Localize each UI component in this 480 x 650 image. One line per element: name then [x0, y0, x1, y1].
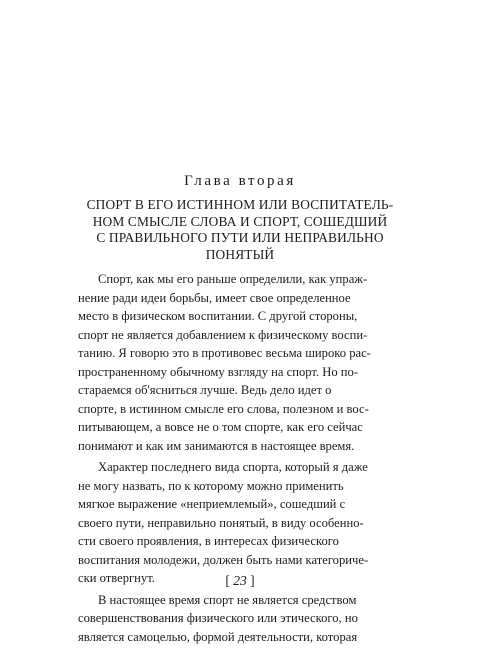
text-line: нение ради идеи борьбы, имеет свое определенное	[78, 290, 351, 305]
text-line: питывающем, а вовсе не о том спорте, как его сейчас	[78, 420, 363, 434]
text-line: стараемся об'ясниться лучше. Ведь дело идет о	[78, 383, 332, 397]
page-number-close-bracket: ]	[250, 573, 255, 588]
page-number-open-bracket: [	[225, 573, 230, 588]
chapter-title: Глава вторая	[184, 173, 296, 189]
text-line: понимают и как им занимаются в настоящее время.	[78, 438, 355, 453]
text-line: совершенствования физического или этического, но	[78, 611, 358, 625]
text-line: танию. Я говорю это в противовес весьма широко рас-	[78, 346, 371, 360]
text-line: Спорт, как мы его раньше определили, как упраж-	[98, 272, 368, 286]
paragraph	[78, 591, 415, 647]
heading-line: С ПРАВИЛЬНОГО ПУТИ ИЛИ НЕПРАВИЛЬНО	[96, 230, 384, 245]
text-line: своего пути, неправильно понятый, в виду особенно-	[78, 515, 364, 530]
text-line: сти своего проявления, в интересах физического	[78, 534, 339, 548]
paragraph	[78, 458, 415, 588]
heading-line: СПОРТ В ЕГО ИСТИННОМ ИЛИ ВОСПИТАТЕЛЬ-	[86, 197, 394, 212]
paragraph	[78, 270, 415, 455]
text-line: воспитания молодежи, должен быть нами категориче-	[78, 552, 369, 567]
text-line: Характер последнего вида спорта, который я даже	[98, 460, 368, 474]
heading-line: ПОНЯТЫЙ	[205, 246, 275, 262]
heading-line: НОМ СМЫСЛЕ СЛОВА И СПОРТ, СОШЕДШИЙ	[92, 213, 388, 229]
body-text	[78, 270, 415, 646]
text-line: пространенному обычному взгляду на спорт. Но по-	[78, 364, 359, 379]
text-line: В настоящее время спорт не является средством	[98, 592, 357, 607]
text-line: спорт не является добавлением к физическому воспи-	[78, 327, 368, 342]
page-number-value: 23	[233, 573, 247, 588]
text-line: ски отвергнут.	[78, 571, 155, 585]
text-line: место в физическом воспитании. С другой стороны,	[78, 309, 358, 323]
text-line: спорте, в истинном смысле его слова, полезном и вос-	[78, 401, 369, 416]
text-line: мягкое выражение «неприемлемый», сошедший с	[78, 497, 346, 511]
text-line: является самоцелью, формой деятельности, которая	[78, 629, 358, 644]
text-line: не могу назвать, по к которому можно применить	[78, 478, 344, 493]
chapter-heading	[0, 197, 480, 263]
page-number	[0, 573, 480, 589]
